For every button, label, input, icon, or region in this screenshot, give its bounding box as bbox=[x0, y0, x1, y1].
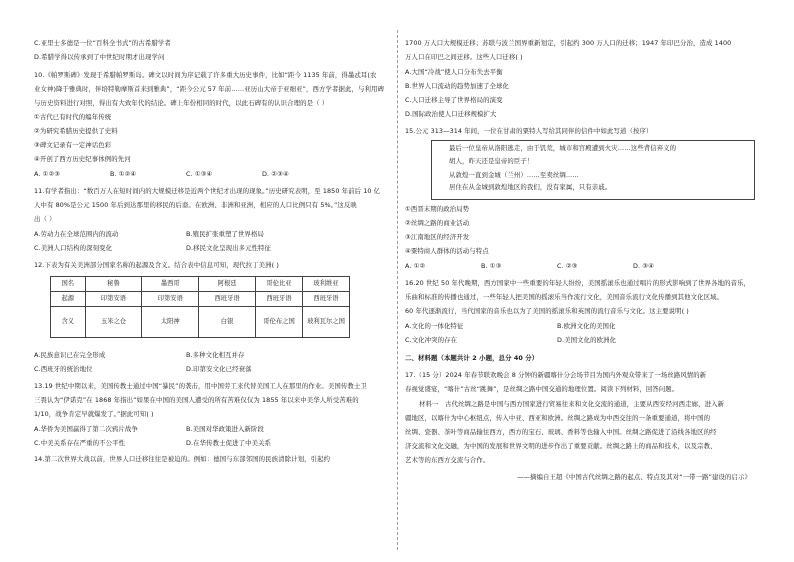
q17-stem-1: 17.（15 分）2024 年春节联欢晚会 8 分钟的新疆喀什分会场节目为国内外观众带来了一场丝路风情的新 bbox=[405, 371, 707, 379]
table-cell: 阿根廷 bbox=[199, 277, 256, 292]
table-cell: 太阳神 bbox=[142, 307, 199, 338]
quote-line-2: 胡人，昨天还是皇帝的臣子！ bbox=[449, 157, 534, 165]
table-cell: 墨西哥 bbox=[142, 277, 199, 292]
table-cell: 印第安语 bbox=[85, 292, 142, 307]
table-cell: 西班牙语 bbox=[303, 292, 350, 307]
q10-stem-3: 与历史资料进行对照，得出有大致年代的结论。碑上年份相同的时代，以此石碑有的认识合理的是（ ） bbox=[34, 99, 329, 107]
q10-option-4: ④开创了西方历史纪事体例的先河 bbox=[34, 155, 131, 163]
q13-choice-b: B.美国对华政策进入新阶段 bbox=[186, 425, 265, 433]
q11-stem-2: 人中有 80%是公元 1500 年后到达那里的移民的后裔。在欧洲、非洲和亚洲，相应的人口比例只有 5%。”这反映 bbox=[34, 201, 357, 209]
q13-stem-2: 三畏认为“伊诺克”在 1868 年指出“如果在中国的美国人遭受的所有苦难仅仅为 1855 年以来中美华人所受苦难的 bbox=[34, 396, 359, 404]
table-cell: 西班牙语 bbox=[199, 292, 256, 307]
q10-choice-d: D. ②③④ bbox=[262, 170, 289, 178]
q10-stem-2: 业女神)降于雅典时，伴培特勒摩斯首来到雅典”，“距今公元 57 年前……亚历山大帝于亚细亚”，西方学者据此，与利用碑 bbox=[34, 85, 384, 93]
q16-choice-a: A.文化的一体化特征 bbox=[405, 322, 464, 330]
table-cell: 秘鲁 bbox=[85, 277, 142, 292]
q14-choice-c: C.人口迁移主导了世界格局的演变 bbox=[405, 96, 503, 104]
material-line-3: 丝绸、瓷器、茶叶等商品输往西方，西方的宝石、玻璃、香料等也输入中国。丝绸之路促进了沿线各地区的经 bbox=[405, 428, 717, 436]
q13-choice-d: D.在华传教士促进了中美关系 bbox=[186, 439, 272, 447]
table-cell: 哥伦布之国 bbox=[256, 307, 303, 338]
q11-choice-a: A.劳动力在全球范围内的流动 bbox=[34, 230, 119, 238]
table-cell: 西班牙语 bbox=[256, 292, 303, 307]
q13-stem-3: 1/10，战争肯定早就爆发了。”据此可知( ) bbox=[34, 410, 154, 418]
q10-option-3: ③碑文记录有一定神话色彩 bbox=[34, 141, 112, 149]
q16-choice-d: D.美国文化的欧洲化 bbox=[557, 336, 617, 344]
table-row bbox=[51, 277, 350, 292]
q10-option-1: ①古代已有时代的编年传统 bbox=[34, 113, 112, 121]
quote-line-4: 居住在从金城到敦煌地区的我们，没有家属，只有亲戚。 bbox=[449, 183, 612, 191]
table-cell: 印第安语 bbox=[142, 292, 199, 307]
q10-choice-a: A. ①②③ bbox=[34, 170, 61, 178]
q12-choice-d: D.印第安文化已经衰落 bbox=[186, 365, 252, 373]
table-row bbox=[51, 307, 350, 338]
table-cell: 国名 bbox=[51, 277, 86, 292]
right-column bbox=[397, 0, 794, 562]
q15-option-1: ①西晋末期的政治局势 bbox=[405, 205, 470, 213]
q10-option-2: ②为研究希腊历史提供了史料 bbox=[34, 127, 118, 135]
q15-option-3: ③江南地区的经济开发 bbox=[405, 233, 470, 241]
material-source: ——摘编自王超《中国古代丝绸之路的起点、特点及其对“一带一路”建设的启示》 bbox=[517, 473, 751, 481]
q15-stem: 15.公元 313—314 年间，一位在甘肃的粟特人写给其同伴的信件中如此写道（按序） bbox=[405, 127, 653, 135]
material-line-5: 艺术等的东西方交流与合作。 bbox=[405, 456, 490, 464]
q17-stem-2: 春视觉盛宴，“喀什”古丝“跳舞”，是丝绸之路中国交通的地理位置。阅读下列材料，回答问题。 bbox=[405, 385, 679, 393]
q11-choice-c: C.美洲人口结构的深刻变化 bbox=[34, 244, 113, 252]
q12-choice-c: C.西班牙的统治地位 bbox=[34, 365, 93, 373]
q16-choice-b: B.欧洲文化的美国化 bbox=[557, 322, 616, 330]
country-name-table bbox=[50, 276, 350, 338]
q10-choice-b: B. ①②④ bbox=[110, 170, 137, 178]
q14-cont-1: 1700 万人口大规模迁移；苏联与波兰国界重新划定，引起约 300 万人口的迁移；1947 年印巴分治，造成 1400 bbox=[405, 39, 732, 47]
table-cell: 玉米之仓 bbox=[85, 307, 142, 338]
q13-stem-1: 13.19 世纪中期以来，美国传教士通过中国“暴民”的袭击，用中国劳工来代替美国工人在那里的作业。美国传教士卫 bbox=[34, 382, 367, 390]
q14-stem: 14.第二次世界大战以前，世界人口迁移往往是被迫的。例如：德国与东部邻国的民族清除计划，引起约 bbox=[34, 455, 331, 463]
q15-option-4: ④粟特商人群体的活动与特点 bbox=[405, 247, 489, 255]
table-cell: 哥伦比亚 bbox=[256, 277, 303, 292]
q9-option-c: C.亚里士多德是一位“百科全书式”的古希腊学者 bbox=[34, 39, 171, 47]
q15-choice-b: B. ①③ bbox=[481, 262, 502, 270]
q11-stem-3: 出（ ） bbox=[34, 215, 56, 223]
q13-choice-c: C.中美关系存在严重的不公平性 bbox=[34, 439, 126, 447]
quote-line-1: 最后一位皇帝从洛阳逃走，由于饥荒，城市和宫殿遭到火灾……这些背信弃义的 bbox=[449, 144, 677, 152]
section-heading: 二、材料题（本题共计 2 小题，总分 40 分） bbox=[405, 354, 539, 362]
q12-choice-b: B.多种文化相互并存 bbox=[186, 351, 245, 359]
q12-stem: 12.下表为有关美洲部分国家名称的起源及含义。结合表中信息可知，现代拉丁美洲( ) bbox=[34, 261, 279, 269]
q16-choice-c: C.文化冲突的存在 bbox=[405, 336, 458, 344]
table-cell: 白银 bbox=[199, 307, 256, 338]
q16-stem-2: 乐曲和标准的传播也通过，一些年轻人把美国的摇滚乐当作流行文化，美国音乐流行文化传播到其他文化区域。 bbox=[405, 293, 724, 301]
q13-choice-a: A.华侨为美国赢得了第二次鸦片战争 bbox=[34, 425, 138, 433]
table-cell: 含义 bbox=[51, 307, 86, 338]
q9-option-d: D.希腊学得以传承到了中世纪时期才出现学问 bbox=[34, 53, 165, 61]
quote-line-3: 从敦煌一直到金城（兰州）……至卖丝绸…… bbox=[449, 171, 579, 179]
q15-choice-d: D. ③④ bbox=[633, 262, 654, 270]
q11-choice-d: D.移民文化呈现出多元性特征 bbox=[186, 244, 272, 252]
q10-stem-1: 10.《帕罗斯碑》发现于希腊帕罗斯岛。碑文以时间为序记载了许多重大历史事件，比如“距今 1135 年前，得墨忒耳(农 bbox=[34, 71, 377, 79]
material-line-2: 疆地区，以喀什为中心枢纽点，传入中亚、西亚和欧洲。丝绸之路成为中西交往的一条重要通道，将中国的 bbox=[405, 414, 711, 422]
q16-stem-3: 60 年代逐渐流行，当代国家的音乐也以为了美国的摇滚乐和英国的流行音乐与文化。这主要说明( ) bbox=[405, 307, 689, 315]
q14-choice-b: B.世界人口流动的趋势加速了全球化 bbox=[405, 82, 509, 90]
q14-choice-d: D.国际政治使人口迁移规模扩大 bbox=[405, 110, 497, 118]
q11-choice-b: B.殖民扩张重塑了世界格局 bbox=[186, 230, 265, 238]
material-line-1: 材料一 古代丝绸之路是中国与西方国家进行贸易往来和文化交流的通道，主要从西安经河西走廊，进入新 bbox=[419, 400, 725, 408]
q12-choice-a: A.民族意识已在完全形成 bbox=[34, 351, 106, 359]
table-cell: 玻利瓦尔之国 bbox=[303, 307, 350, 338]
table-cell: 起源 bbox=[51, 292, 86, 307]
q15-option-2: ②丝绸之路的商业活动 bbox=[405, 219, 470, 227]
q10-choice-c: C. ①③④ bbox=[186, 170, 213, 178]
table-row bbox=[51, 292, 350, 307]
table-cell: 玻利维亚 bbox=[303, 277, 350, 292]
q11-stem-1: 11.有学者指出：“数百万人在短时间内的大规模迁移是近两个世纪才出现的现象。”历史研究表明，至 1850 年前后 10 亿 bbox=[34, 187, 381, 195]
q15-choice-a: A. ①② bbox=[405, 262, 426, 270]
q14-choice-a: A.大国“冷战”使人口分布失去平衡 bbox=[405, 68, 503, 76]
q15-choice-c: C. ②③ bbox=[557, 262, 578, 270]
q14-cont-2: 万人口在印巴之间迁移。这些人口迁移( ) bbox=[405, 53, 523, 61]
q16-stem-1: 16.20 世纪 50 年代晚期，西方国家中一些重要的年轻人纷纷，美国摇滚乐也通过唱片的形式影响到了世界各地的音乐， bbox=[405, 279, 751, 287]
material-line-4: 济交流和文化交融，为中国的发展和世界文明的进步作出了重要贡献。丝绸之路上的商品和技术，以及宗教、 bbox=[405, 442, 717, 450]
